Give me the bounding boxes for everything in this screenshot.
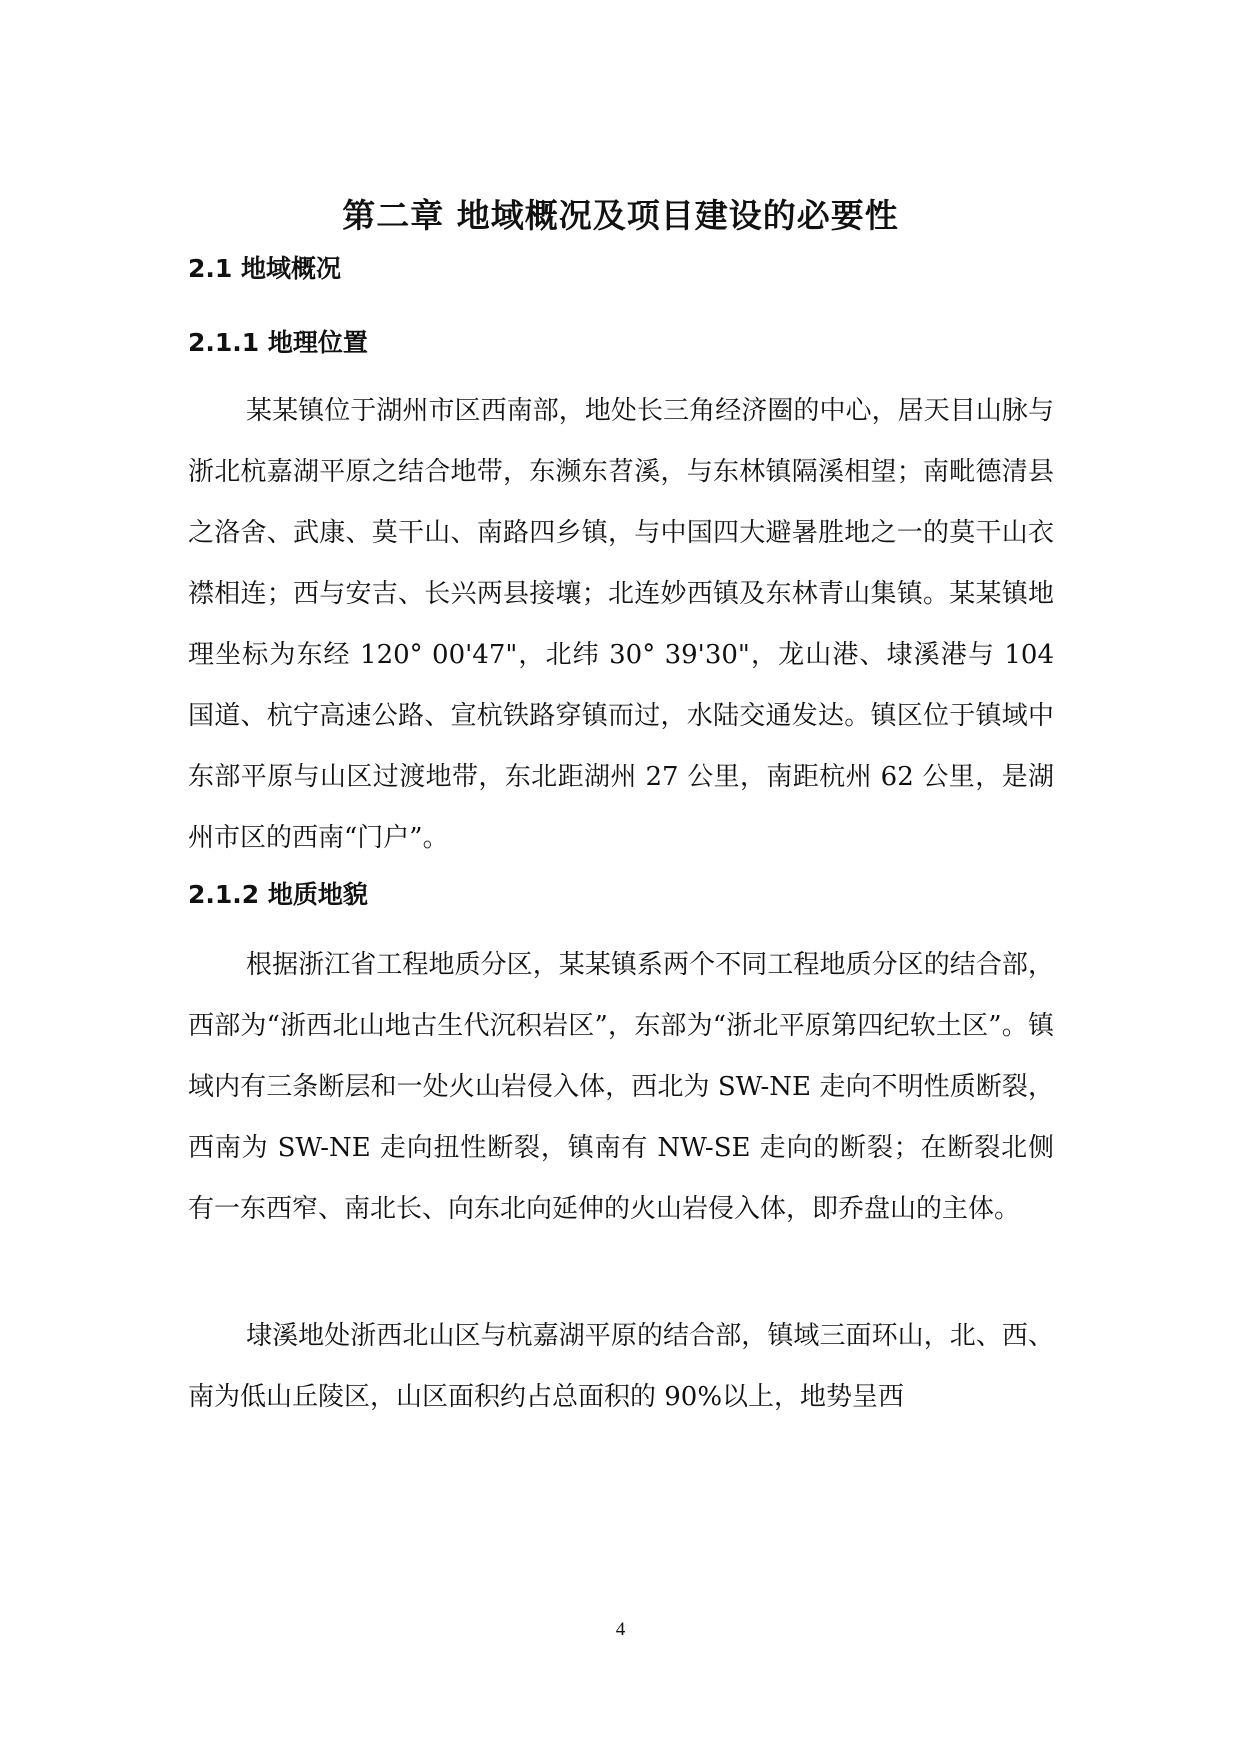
section-heading-2-1-2: 2.1.2 地质地貌 [188, 880, 368, 909]
section-heading-2-1: 2.1 地域概况 [188, 254, 341, 283]
page-number: 4 [615, 1619, 626, 1640]
section-heading-2-1-1: 2.1.1 地理位置 [188, 328, 368, 357]
chapter-title: 第二章 地域概况及项目建设的必要性 [342, 196, 899, 235]
paragraph-geographic-location: 某某镇位于湖州市区西南部，地处长三角经济圈的中心，居天目山脉与浙北杭嘉湖平原之结合地带，东濒东苕溪，与东林镇隔溪相望；南毗德清县之洛舍、武康、莫干山、南路四乡镇，与中国四大避暑胜地之一的莫干山衣襟相连；西与安吉、长兴两县接壤；北连妙西镇及东林青山集镇。某某镇地理坐标为东经 120° 00'47"，北纬 30° 39'30"，龙山港、埭溪港与 104 国道、杭宁高速公路、宣杭铁路穿镇而过，水陆交通发达。镇区位于镇域中东部平原与山区过渡地带，东北距湖州 27 公里，南距杭州 62 公里，是湖州市区的西南“门户”。 [188, 396, 1054, 853]
paragraph-geology: 根据浙江省工程地质分区，某某镇系两个不同工程地质分区的结合部，西部为“浙西北山地古生代沉积岩区”，东部为“浙北平原第四纪软土区”。镇域内有三条断层和一处火山岩侵入体，西北为 SW-NE 走向不明性质断裂，西南为 SW-NE 走向扭性断裂，镇南有 NW-SE 走向的断裂；在断裂北侧有一东西窄、南北长、向东北向延伸的火山岩侵入体，即乔盘山的主体。 [188, 950, 1054, 1224]
paragraph-terrain: 埭溪地处浙西北山区与杭嘉湖平原的结合部，镇域三面环山，北、西、南为低山丘陵区，山区面积约占总面积的 90%以上，地势呈西 [188, 1321, 1054, 1412]
